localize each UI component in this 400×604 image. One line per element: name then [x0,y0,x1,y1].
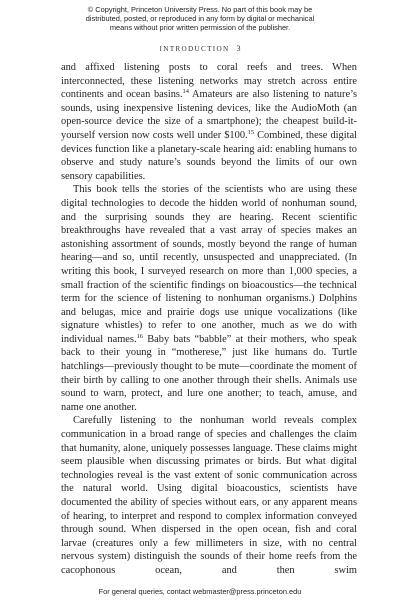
running-head [0,44,400,53]
paragraph-text: Baby bats “babble” at their mothers, who speak back to their young in “motherese,” just like humans do. Turtle hatchlings—previously thought to be mute—coordinate the moment of their birth by calling to one another through their shells. Animals use sound to warn, protect, and lure one another; to teach, amuse, and name one another. [61,333,357,413]
paragraph-text: Carefully listening to the nonhuman world reveals complex communication in a broad range of species and challenges the claim that humanity, alone, uniquely possesses language. These claims might seem plausible when discussing primates or birds. But what digital technologies reveal is the vast extent of sonic communication across the natural world. Using digital bioacoustics, scientists have documented the ability of species without ears, or any apparent means of hearing, to interpret and respond to complex information conveyed through sound. When dispersed in the open ocean, fish and coral larvae (creatures only a few millimeters in size, with no central nervous system) distinguish the sounds of their home reefs from the cacophonous ocean, and then swim [61,415,357,576]
copyright-line: means without prior written permission of the publisher. [109,23,291,32]
endnote-marker[interactable]: 15 [247,128,255,136]
paragraph-text: Amateurs are also listening to nature’s sounds, using inexpensive listening devices, like the AudioMoth (an open-source device the size of a smartphone); the cheapest build-it-yourself version now costs well under $100. [61,89,357,141]
paragraph-text: Combined, these digital devices function like a planetary-scale hearing aid: enabling humans to observe and study nature’s sounds beyond the limits of our own sensory capabilities. [61,129,357,182]
copyright-line: distributed, posted, or reproduced in any form by digital or mechanical [85,14,315,23]
paragraph [61,414,357,577]
paragraph [61,183,357,414]
body-text [61,61,357,578]
page-number: 3 [236,44,241,53]
chapter-title: INTRODUCTION [159,45,230,53]
copyright-notice [0,5,400,32]
paragraph [61,61,357,183]
paragraph-text: and affixed listening posts to coral reefs and trees. When interconnected, these listening networks may stretch across entire continents and ocean basins. [61,62,357,101]
paragraph-text: This book tells the stories of the scientists who are using these digital technologies to decode the hidden world of nonhuman sound, and the surprising sounds they are hearing. Recent scientific breakthroughs have revealed that a vast array of species makes an astonishing assortment of sounds, mostly beyond the range of human hearing—and so, until recently, unsuspected and unappreciated. (In writing this book, I surveyed research on more than 1,000 species, a small fraction of the scientific findings on bioacoustics—the technical term for the science of listening to nonhuman organisms.) Dolphins and belugas, mice and prairie dogs use unique vocalizations (like signature whistles) to refer to one another, much as we do with individual names. [61,184,357,345]
endnote-marker[interactable]: 16 [136,332,143,340]
footer-contact: For general queries, contact webmaster@press.princeton.edu [98,587,302,596]
copyright-line: © Copyright, Princeton University Press. No part of this book may be [87,5,313,14]
endnote-marker[interactable]: 14 [182,88,189,96]
